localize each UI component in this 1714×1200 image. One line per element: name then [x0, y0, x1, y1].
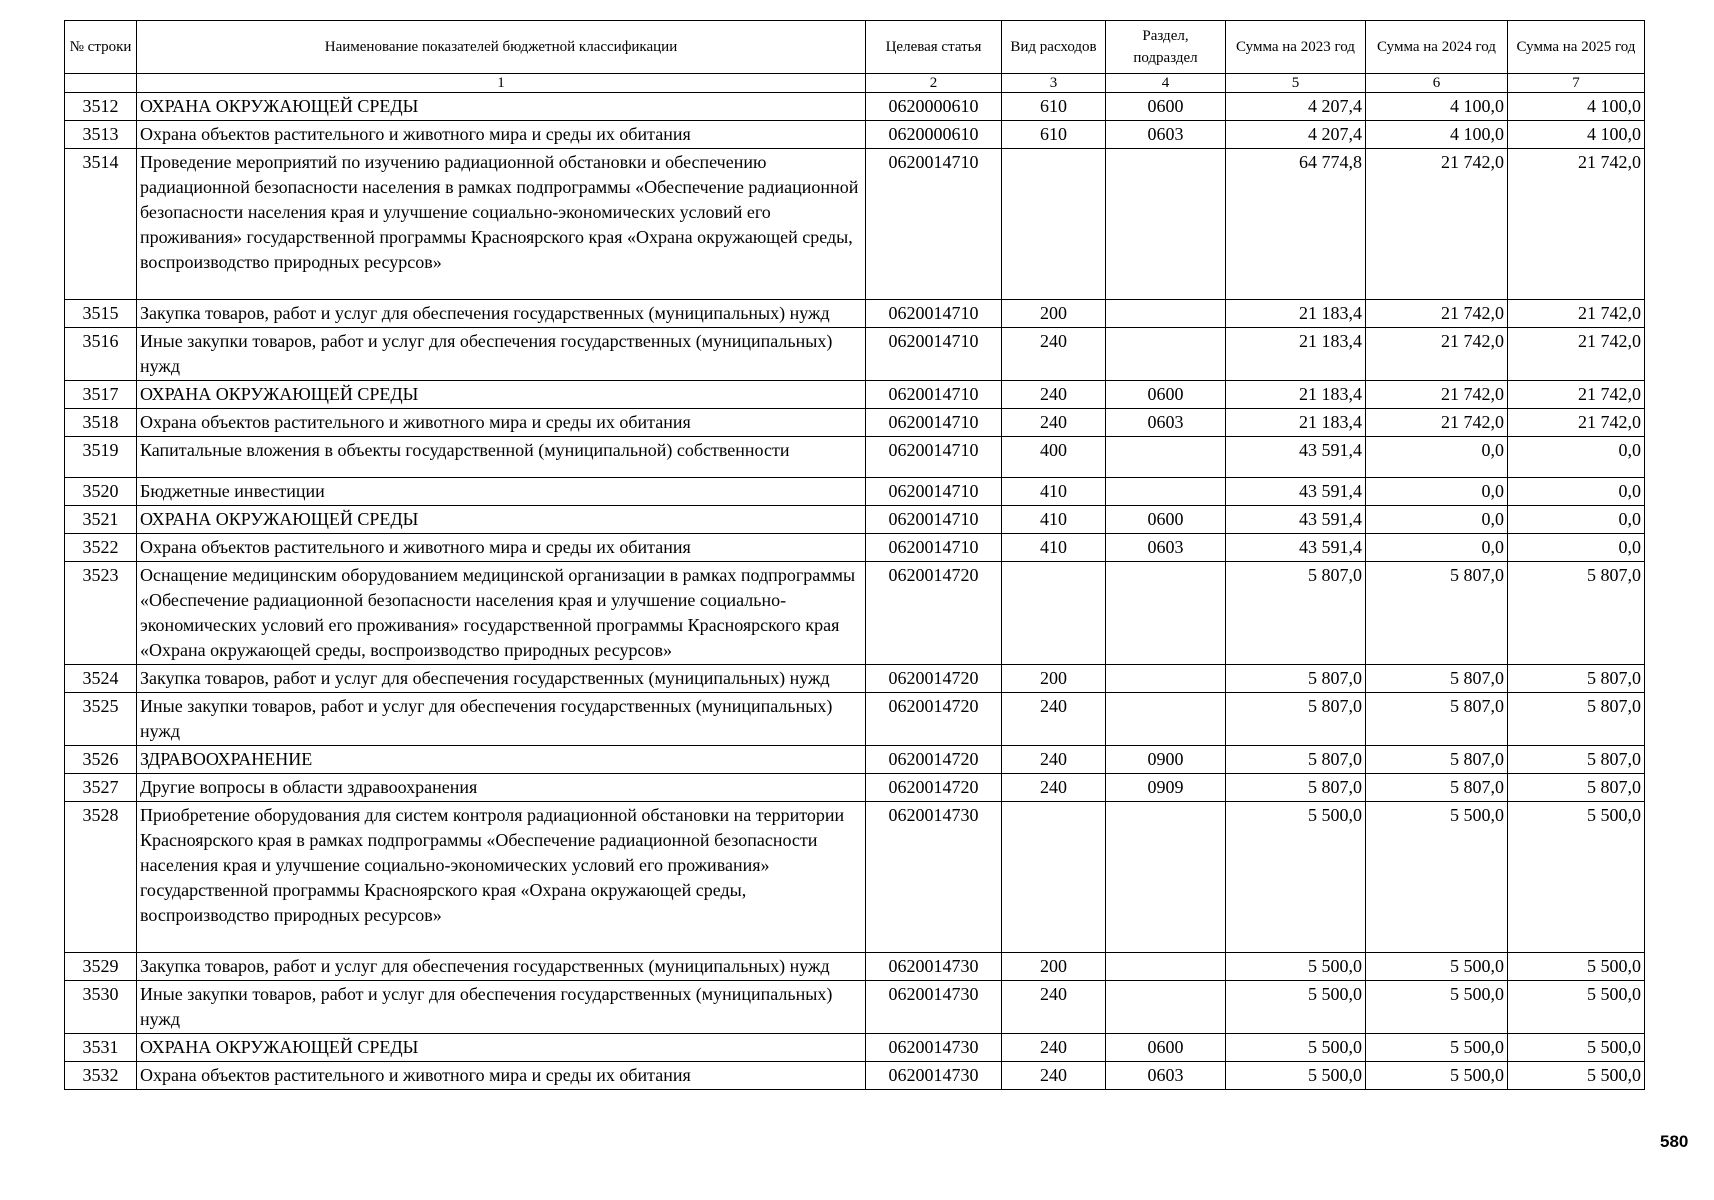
table-row — [65, 953, 1645, 981]
sum-2023: 5 500,0 — [1226, 802, 1366, 953]
header-name: Наименование показателей бюджетной классификации — [137, 21, 866, 74]
expense-type: 200 — [1002, 665, 1106, 693]
target-article: 0620014730 — [866, 981, 1002, 1034]
row-number: 3518 — [65, 409, 137, 437]
header-sum-2024: Сумма на 2024 год — [1366, 21, 1508, 74]
sum-2023: 21 183,4 — [1226, 300, 1366, 328]
row-name: Закупка товаров, работ и услуг для обеспечения государственных (муниципальных) нужд — [137, 300, 866, 328]
sum-2023: 21 183,4 — [1226, 328, 1366, 381]
row-number: 3523 — [65, 562, 137, 665]
row-name: ОХРАНА ОКРУЖАЮЩЕЙ СРЕДЫ — [137, 93, 866, 121]
section-code — [1106, 693, 1226, 746]
row-name: Иные закупки товаров, работ и услуг для обеспечения государственных (муниципальных) нужд — [137, 981, 866, 1034]
sum-2024: 4 100,0 — [1366, 121, 1508, 149]
sum-2025: 21 742,0 — [1508, 300, 1645, 328]
header-section: Раздел, подраздел — [1106, 21, 1226, 74]
sum-2025: 21 742,0 — [1508, 149, 1645, 300]
row-number: 3524 — [65, 665, 137, 693]
sum-2024: 5 500,0 — [1366, 981, 1508, 1034]
expense-type: 240 — [1002, 774, 1106, 802]
expense-type: 410 — [1002, 534, 1106, 562]
row-number: 3513 — [65, 121, 137, 149]
expense-type: 240 — [1002, 409, 1106, 437]
target-article: 0620014710 — [866, 300, 1002, 328]
section-code: 0900 — [1106, 746, 1226, 774]
section-code: 0603 — [1106, 409, 1226, 437]
table-row — [65, 1034, 1645, 1062]
section-code: 0600 — [1106, 93, 1226, 121]
sum-2023: 5 807,0 — [1226, 693, 1366, 746]
sum-2024: 21 742,0 — [1366, 381, 1508, 409]
table-row — [65, 693, 1645, 746]
row-name: Другие вопросы в области здравоохранения — [137, 774, 866, 802]
section-code — [1106, 562, 1226, 665]
sum-2025: 0,0 — [1508, 534, 1645, 562]
page-number: 580 — [1660, 1132, 1689, 1151]
column-number-row — [65, 74, 1645, 93]
table-row — [65, 121, 1645, 149]
sum-2023: 5 807,0 — [1226, 746, 1366, 774]
sum-2023: 64 774,8 — [1226, 149, 1366, 300]
expense-type — [1002, 802, 1106, 953]
sum-2025: 0,0 — [1508, 437, 1645, 478]
target-article: 0620014720 — [866, 665, 1002, 693]
sum-2025: 5 807,0 — [1508, 665, 1645, 693]
sum-2025: 5 807,0 — [1508, 562, 1645, 665]
section-code — [1106, 953, 1226, 981]
table-row — [65, 774, 1645, 802]
table-row — [65, 149, 1645, 300]
header-sum-2023: Сумма на 2023 год — [1226, 21, 1366, 74]
row-name: ОХРАНА ОКРУЖАЮЩЕЙ СРЕДЫ — [137, 1034, 866, 1062]
header-row-number: № строки — [65, 21, 137, 74]
row-name: ОХРАНА ОКРУЖАЮЩЕЙ СРЕДЫ — [137, 381, 866, 409]
budget-table — [64, 20, 1645, 1090]
row-name: Охрана объектов растительного и животного мира и среды их обитания — [137, 121, 866, 149]
column-number: 3 — [1002, 74, 1106, 93]
sum-2024: 5 807,0 — [1366, 774, 1508, 802]
expense-type: 240 — [1002, 381, 1106, 409]
sum-2024: 21 742,0 — [1366, 328, 1508, 381]
column-number: 6 — [1366, 74, 1508, 93]
row-name: Капитальные вложения в объекты государственной (муниципальной) собственности — [137, 437, 866, 478]
sum-2023: 43 591,4 — [1226, 534, 1366, 562]
expense-type: 240 — [1002, 1062, 1106, 1090]
row-number: 3514 — [65, 149, 137, 300]
sum-2024: 4 100,0 — [1366, 93, 1508, 121]
section-code: 0603 — [1106, 121, 1226, 149]
target-article: 0620000610 — [866, 93, 1002, 121]
sum-2023: 5 500,0 — [1226, 1062, 1366, 1090]
expense-type: 240 — [1002, 746, 1106, 774]
row-name: Охрана объектов растительного и животного мира и среды их обитания — [137, 409, 866, 437]
target-article: 0620014710 — [866, 409, 1002, 437]
target-article: 0620014710 — [866, 381, 1002, 409]
sum-2025: 0,0 — [1508, 506, 1645, 534]
sum-2023: 21 183,4 — [1226, 381, 1366, 409]
row-name: Охрана объектов растительного и животного мира и среды их обитания — [137, 1062, 866, 1090]
sum-2025: 5 500,0 — [1508, 1062, 1645, 1090]
target-article: 0620014720 — [866, 746, 1002, 774]
section-code: 0603 — [1106, 1062, 1226, 1090]
column-number: 2 — [866, 74, 1002, 93]
row-number: 3529 — [65, 953, 137, 981]
sum-2023: 43 591,4 — [1226, 478, 1366, 506]
row-number: 3531 — [65, 1034, 137, 1062]
target-article: 0620014730 — [866, 953, 1002, 981]
table-header-row — [65, 21, 1645, 74]
row-number: 3520 — [65, 478, 137, 506]
row-name: Охрана объектов растительного и животного мира и среды их обитания — [137, 534, 866, 562]
row-number: 3516 — [65, 328, 137, 381]
sum-2025: 5 807,0 — [1508, 774, 1645, 802]
expense-type: 610 — [1002, 121, 1106, 149]
row-number: 3528 — [65, 802, 137, 953]
column-number: 1 — [137, 74, 866, 93]
row-number: 3532 — [65, 1062, 137, 1090]
table-row — [65, 409, 1645, 437]
row-name: Закупка товаров, работ и услуг для обеспечения государственных (муниципальных) нужд — [137, 665, 866, 693]
sum-2024: 21 742,0 — [1366, 409, 1508, 437]
sum-2024: 5 807,0 — [1366, 693, 1508, 746]
expense-type: 200 — [1002, 953, 1106, 981]
header-expense-type: Вид расходов — [1002, 21, 1106, 74]
target-article: 0620014730 — [866, 802, 1002, 953]
expense-type: 240 — [1002, 328, 1106, 381]
section-code — [1106, 437, 1226, 478]
sum-2024: 0,0 — [1366, 478, 1508, 506]
row-number: 3521 — [65, 506, 137, 534]
sum-2024: 5 807,0 — [1366, 665, 1508, 693]
section-code: 0600 — [1106, 1034, 1226, 1062]
sum-2025: 21 742,0 — [1508, 381, 1645, 409]
row-name: Иные закупки товаров, работ и услуг для обеспечения государственных (муниципальных) нужд — [137, 328, 866, 381]
sum-2024: 21 742,0 — [1366, 300, 1508, 328]
sum-2024: 5 500,0 — [1366, 1062, 1508, 1090]
sum-2023: 21 183,4 — [1226, 409, 1366, 437]
table-row — [65, 437, 1645, 478]
sum-2025: 4 100,0 — [1508, 93, 1645, 121]
row-number: 3522 — [65, 534, 137, 562]
sum-2024: 5 807,0 — [1366, 746, 1508, 774]
target-article: 0620014730 — [866, 1034, 1002, 1062]
row-name: Иные закупки товаров, работ и услуг для обеспечения государственных (муниципальных) нужд — [137, 693, 866, 746]
target-article: 0620014730 — [866, 1062, 1002, 1090]
target-article: 0620000610 — [866, 121, 1002, 149]
sum-2025: 5 500,0 — [1508, 802, 1645, 953]
sum-2023: 5 807,0 — [1226, 665, 1366, 693]
expense-type — [1002, 149, 1106, 300]
sum-2024: 0,0 — [1366, 534, 1508, 562]
target-article: 0620014710 — [866, 328, 1002, 381]
table-row — [65, 534, 1645, 562]
column-number: 7 — [1508, 74, 1645, 93]
row-name: Оснащение медицинским оборудованием медицинской организации в рамках подпрограммы «Обеспечение радиационной безопасности населения края и улучшение социально-экономических условий его проживания» государственной программы Красноярского края «Охрана окружающей среды, воспроизводство природных ресурсов» — [137, 562, 866, 665]
section-code — [1106, 981, 1226, 1034]
table-row — [65, 300, 1645, 328]
section-code: 0600 — [1106, 381, 1226, 409]
row-number: 3515 — [65, 300, 137, 328]
section-code — [1106, 149, 1226, 300]
table-row — [65, 746, 1645, 774]
table-row — [65, 981, 1645, 1034]
sum-2025: 0,0 — [1508, 478, 1645, 506]
table-row — [65, 381, 1645, 409]
expense-type: 410 — [1002, 506, 1106, 534]
sum-2025: 5 807,0 — [1508, 693, 1645, 746]
sum-2023: 43 591,4 — [1226, 506, 1366, 534]
table-row — [65, 93, 1645, 121]
section-code: 0909 — [1106, 774, 1226, 802]
sum-2025: 5 807,0 — [1508, 746, 1645, 774]
target-article: 0620014720 — [866, 562, 1002, 665]
row-name: ЗДРАВООХРАНЕНИЕ — [137, 746, 866, 774]
row-name: Приобретение оборудования для систем контроля радиационной обстановки на территории Красноярского края в рамках подпрограммы «Обеспечение радиационной безопасности населения края и улучшение социально-экономических условий его проживания» государственной программы Красноярского края «Охрана окружающей среды, воспроизводство природных ресурсов» — [137, 802, 866, 953]
expense-type: 610 — [1002, 93, 1106, 121]
section-code — [1106, 300, 1226, 328]
sum-2023: 5 500,0 — [1226, 953, 1366, 981]
target-article: 0620014720 — [866, 774, 1002, 802]
sum-2023: 5 807,0 — [1226, 774, 1366, 802]
column-number — [65, 74, 137, 93]
target-article: 0620014720 — [866, 693, 1002, 746]
expense-type: 240 — [1002, 693, 1106, 746]
table-row — [65, 802, 1645, 953]
target-article: 0620014710 — [866, 534, 1002, 562]
table-row — [65, 506, 1645, 534]
sum-2024: 21 742,0 — [1366, 149, 1508, 300]
row-number: 3526 — [65, 746, 137, 774]
row-number: 3517 — [65, 381, 137, 409]
table-body — [65, 93, 1645, 1090]
sum-2025: 21 742,0 — [1508, 409, 1645, 437]
row-name: ОХРАНА ОКРУЖАЮЩЕЙ СРЕДЫ — [137, 506, 866, 534]
row-number: 3512 — [65, 93, 137, 121]
column-number: 5 — [1226, 74, 1366, 93]
section-code — [1106, 478, 1226, 506]
row-number: 3519 — [65, 437, 137, 478]
sum-2023: 4 207,4 — [1226, 121, 1366, 149]
table-row — [65, 328, 1645, 381]
sum-2024: 0,0 — [1366, 437, 1508, 478]
sum-2024: 5 500,0 — [1366, 1034, 1508, 1062]
sum-2025: 5 500,0 — [1508, 1034, 1645, 1062]
expense-type: 410 — [1002, 478, 1106, 506]
sum-2023: 43 591,4 — [1226, 437, 1366, 478]
sum-2023: 5 807,0 — [1226, 562, 1366, 665]
row-number: 3530 — [65, 981, 137, 1034]
section-code — [1106, 328, 1226, 381]
header-sum-2025: Сумма на 2025 год — [1508, 21, 1645, 74]
sum-2025: 5 500,0 — [1508, 953, 1645, 981]
header-target-article: Целевая статья — [866, 21, 1002, 74]
section-code — [1106, 665, 1226, 693]
sum-2023: 4 207,4 — [1226, 93, 1366, 121]
section-code: 0600 — [1106, 506, 1226, 534]
sum-2024: 0,0 — [1366, 506, 1508, 534]
sum-2023: 5 500,0 — [1226, 1034, 1366, 1062]
expense-type: 240 — [1002, 981, 1106, 1034]
sum-2024: 5 500,0 — [1366, 802, 1508, 953]
sum-2025: 5 500,0 — [1508, 981, 1645, 1034]
table-row — [65, 562, 1645, 665]
expense-type: 240 — [1002, 1034, 1106, 1062]
target-article: 0620014710 — [866, 437, 1002, 478]
target-article: 0620014710 — [866, 506, 1002, 534]
row-number: 3527 — [65, 774, 137, 802]
sum-2025: 21 742,0 — [1508, 328, 1645, 381]
target-article: 0620014710 — [866, 149, 1002, 300]
section-code — [1106, 802, 1226, 953]
row-number: 3525 — [65, 693, 137, 746]
expense-type: 400 — [1002, 437, 1106, 478]
sum-2024: 5 500,0 — [1366, 953, 1508, 981]
expense-type: 200 — [1002, 300, 1106, 328]
expense-type — [1002, 562, 1106, 665]
sum-2023: 5 500,0 — [1226, 981, 1366, 1034]
table-row — [65, 478, 1645, 506]
table-row — [65, 1062, 1645, 1090]
row-name: Закупка товаров, работ и услуг для обеспечения государственных (муниципальных) нужд — [137, 953, 866, 981]
section-code: 0603 — [1106, 534, 1226, 562]
target-article: 0620014710 — [866, 478, 1002, 506]
row-name: Проведение мероприятий по изучению радиационной обстановки и обеспечению радиационной безопасности населения в рамках подпрограммы «Обеспечение радиационной безопасности населения края и улучшение социально-экономических условий его проживания» государственной программы Красноярского края «Охрана окружающей среды, воспроизводство природных ресурсов» — [137, 149, 866, 300]
column-number: 4 — [1106, 74, 1226, 93]
row-name: Бюджетные инвестиции — [137, 478, 866, 506]
sum-2024: 5 807,0 — [1366, 562, 1508, 665]
table-row — [65, 665, 1645, 693]
sum-2025: 4 100,0 — [1508, 121, 1645, 149]
